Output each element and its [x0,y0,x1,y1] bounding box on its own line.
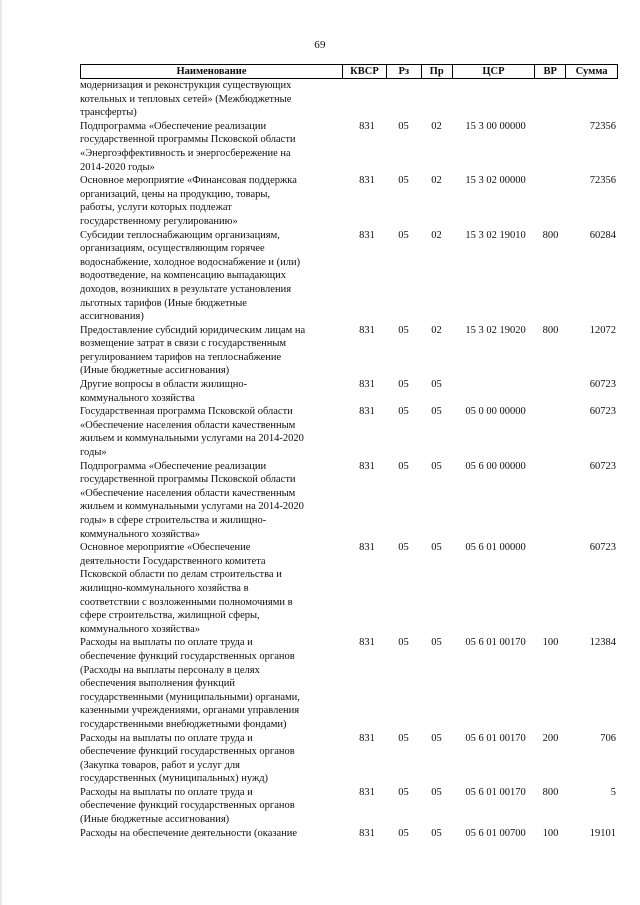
cell-vr: 100 [542,637,559,649]
table-row [80,324,618,378]
cell-rz: 05 [398,542,409,554]
cell-vr: 200 [542,732,559,744]
table-row [80,229,618,324]
cell-name: Государственная программа Псковской области «Обеспечение населения области качественным жильем и коммунальными услугами на 2014-2020 годы» [80,406,304,459]
cell-name: Расходы на выплаты по оплате труда и обеспечение функций государственных органов (Закупка товаров, работ и услуг для государственных (муниципальных) нужд) [80,732,295,785]
cell-pr: 05 [431,827,442,839]
cell-rz: 05 [398,379,409,391]
cell-name: Подпрограмма «Обеспечение реализации государственной программы Псковской области «Энергоэффективность и энергосбережение на 2014-2020 годы» [80,120,296,173]
cell-kvsr: 831 [359,379,375,391]
cell-csr: 05 6 01 00000 [465,542,526,554]
cell-vr [535,378,566,405]
cell-kvsr: 831 [359,229,375,241]
table-row [80,174,618,228]
cell-name: Расходы на выплаты по оплате труда и обеспечение функций государственных органов (Расходы на выплаты персоналу в целях обеспечения выполнения функций государственными (муниципальными) органами, казенными учреждениями, органами управления государственными внебюджетными фондами) [80,637,300,730]
cell-csr [452,378,535,405]
cell-rz [386,79,421,120]
cell-rz: 05 [398,120,409,132]
cell-rz: 05 [398,827,409,839]
cell-vr [535,541,566,636]
table-row [80,732,618,786]
cell-pr: 05 [431,786,442,798]
cell-vr: 800 [542,324,559,336]
header-csr: ЦСР [452,65,535,78]
cell-pr: 02 [431,175,442,187]
table-header [80,64,618,79]
table-row [80,786,618,827]
cell-name: модернизация и реконструкция существующих котельных и тепловых сетей» (Межбюджетные трансферты) [80,80,292,119]
cell-csr: 05 0 00 00000 [465,406,526,418]
cell-sum: 60284 [589,229,616,241]
table-row [80,460,618,542]
cell-kvsr [342,79,386,120]
budget-table [80,64,618,840]
cell-pr: 05 [431,460,442,472]
cell-kvsr: 831 [359,542,375,554]
cell-pr: 05 [431,379,442,391]
cell-vr [535,79,566,120]
cell-csr: 15 3 02 00000 [465,175,526,187]
cell-vr: 100 [542,827,559,839]
cell-rz: 05 [398,406,409,418]
cell-vr: 800 [542,229,559,241]
cell-csr: 05 6 01 00170 [465,786,526,798]
cell-vr: 800 [542,786,559,798]
cell-kvsr: 831 [359,732,375,744]
cell-pr: 05 [431,542,442,554]
cell-vr [535,174,566,228]
cell-pr: 05 [431,406,442,418]
cell-sum: 5 [610,786,616,798]
cell-kvsr: 831 [359,827,375,839]
cell-sum: 60723 [589,542,616,554]
cell-kvsr: 831 [359,120,375,132]
cell-sum: 72356 [589,175,616,187]
cell-csr: 05 6 01 00170 [465,637,526,649]
cell-name: Основное мероприятие «Обеспечение деятельности Государственного комитета Псковской области по делам строительства и жилищно-коммунального хозяйства в соответствии с возложенными полномочиями в сфере строительства, жилищной сферы, коммунального хозяйства» [80,542,293,635]
cell-rz: 05 [398,637,409,649]
table-body [80,79,618,840]
cell-vr [535,120,566,174]
cell-kvsr: 831 [359,324,375,336]
cell-kvsr: 831 [359,460,375,472]
header-pr: Пр [421,65,452,78]
cell-name: Субсидии теплоснабжающим организациям, организациям, осуществляющим горячее водоснабжение, холодное водоснабжение и (или) водоотведение, на компенсацию выпадающих доходов, возникших в результате установления льготных тарифов (Иные бюджетные ассигнования) [80,229,301,323]
header-vr: ВР [534,65,565,78]
cell-sum: 60723 [589,379,616,391]
cell-vr [535,460,566,542]
header-kvsr: КВСР [342,65,386,78]
cell-sum: 60723 [589,460,616,472]
cell-kvsr: 831 [359,637,375,649]
cell-sum: 19101 [589,827,616,839]
table-row [80,636,618,731]
cell-csr [452,79,535,120]
header-rz: Рз [386,65,421,78]
table-row [80,541,618,636]
cell-name: Другие вопросы в области жилищно- коммунального хозяйства [80,379,248,404]
cell-pr [421,79,452,120]
scan-edge [0,0,2,905]
cell-kvsr: 831 [359,406,375,418]
header-name: Наименование [176,66,247,77]
table-row [80,378,618,405]
cell-pr: 02 [431,324,442,336]
cell-sum: 706 [600,732,616,744]
cell-sum: 60723 [589,406,616,418]
cell-rz: 05 [398,175,409,187]
cell-pr: 02 [431,120,442,132]
table-row [80,405,618,459]
cell-kvsr: 831 [359,786,375,798]
cell-sum: 12072 [589,324,616,336]
cell-vr [535,405,566,459]
page-number: 69 [314,39,326,51]
cell-pr: 05 [431,732,442,744]
table-row [80,120,618,174]
cell-csr: 05 6 01 00700 [465,827,526,839]
header-sum: Сумма [565,65,617,78]
cell-sum: 12384 [589,637,616,649]
cell-rz: 05 [398,324,409,336]
cell-kvsr: 831 [359,175,375,187]
cell-csr: 05 6 01 00170 [465,732,526,744]
cell-csr: 15 3 00 00000 [465,120,526,132]
cell-pr: 02 [431,229,442,241]
cell-name: Основное мероприятие «Финансовая поддержка организаций, цены на продукцию, товары, работы, услуги которых подлежат государственному регулированию» [80,175,297,227]
cell-csr: 05 6 00 00000 [465,460,526,472]
cell-sum: 72356 [589,120,616,132]
table-row [80,827,618,841]
cell-sum [566,79,618,120]
table-row [80,79,618,120]
cell-name: Расходы на обеспечение деятельности (оказание [80,827,298,839]
cell-pr: 05 [431,637,442,649]
cell-rz: 05 [398,460,409,472]
cell-rz: 05 [398,229,409,241]
cell-name: Предоставление субсидий юридическим лицам на возмещение затрат в связи с государственным регулированием тарифов на теплоснабжение (Иные бюджетные ассигнования) [80,324,306,377]
cell-csr: 15 3 02 19010 [465,229,526,241]
cell-csr: 15 3 02 19020 [465,324,526,336]
cell-name: Подпрограмма «Обеспечение реализации государственной программы Псковской области «Обеспечение населения области качественным жильем и коммунальными услугами на 2014-2020 годы» в сфере строительства и жилищно- коммунального хозяйства» [80,460,304,540]
cell-rz: 05 [398,732,409,744]
cell-name: Расходы на выплаты по оплате труда и обеспечение функций государственных органов (Иные бюджетные ассигнования) [80,786,295,826]
cell-rz: 05 [398,786,409,798]
